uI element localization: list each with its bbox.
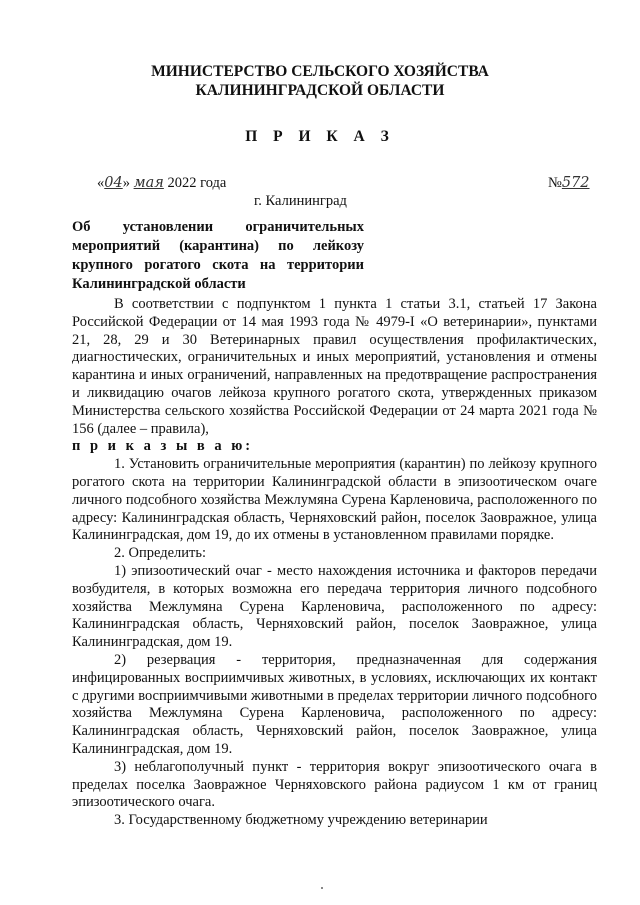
order-subject: Об установлении ограничительных мероприятий (карантина) по лейкозу крупного рогатого скота на территории Калининградской области [72,219,364,292]
date-day-handwritten: 04 [104,175,123,191]
intro-paragraph [72,296,597,438]
item-2: 2. Определить: [114,545,207,562]
item-1: 1. Установить ограничительные мероприятия (карантин) по лейкозу крупного рогатого скота на территории Калининградской области в эпизоотическом очаге личного подсобного хозяйства Межлумяна Сурена Карленовича, расположенного по адресу: Калининградская область, Черняховский район, поселок Заовражное, улица Калининградская, дом 19, до их отмены в установленном правилами порядке. [72,456,597,544]
page-mark [321,887,323,889]
ministry-name-line2: КАЛИНИНГРАДСКОЙ ОБЛАСТИ [195,82,445,99]
document-type-title: П Р И К А З [245,128,395,145]
intro-text: В соответствии с подпунктом 1 пункта 1 статьи 3.1, статьей 17 Закона Российской Федерации от 14 мая 1993 года № 4979-I «О ветеринарии», пунктами 21, 28, 29 и 30 Ветеринарных правил осуществления профилактических, диагностических, ограничительных и иных мероприятий, установления и отмены карантина и иных ограничений, направленных на предотвращение распространения и ликвидацию очагов лейкоза крупного рогатого скота, утвержденных приказом Министерства сельского хозяйства Российской Федерации от 24 марта 2021 года № 156 (далее – правила), [72,296,597,437]
date-close-quote: » [122,175,130,191]
item-2-1: 1) эпизоотический очаг - место нахождения источника и факторов передачи возбудителя, в которых возможна его передача территория личного подсобного хозяйства Межлумяна Сурена Карленовича, расположенного по адресу: Калининградская область, Черняховский район, поселок Заовражное, улица Калининградская, дом 19. [72,562,597,651]
date-year: 2022 года [167,175,227,191]
item-2-3: 3) неблагополучный пункт - территория вокруг эпизоотического очага в пределах поселка Заовражное Черняховского района радиусом 1 км от границ эпизоотического очага. [72,758,597,811]
item-3: 3. Государственному бюджетному учреждению ветеринарии [114,812,488,829]
city: г. Калининград [254,193,347,209]
number-prefix: № [548,175,562,191]
number-handwritten: 572 [561,175,590,191]
order-number [548,175,590,192]
date-open-quote: « [97,175,105,191]
order-word: п р и к а з ы в а ю: [72,438,254,455]
order-date [97,175,226,192]
ministry-name-line1: МИНИСТЕРСТВО СЕЛЬСКОГО ХОЗЯЙСТВА [151,63,489,80]
item-2-2: 2) резервация - территория, предназначенная для содержания инфицированных восприимчивых животных, в условиях, исключающих их контакт с другими восприимчивыми животными в пределах территории личного подсобного хозяйства Межлумяна Сурена Карленовича, расположенного по адресу: Калининградская область, Черняховский район, поселок Заовражное, улица Калининградская, дом 19. [72,651,597,757]
order-word-paragraph [72,438,597,456]
order-body [72,296,597,830]
date-month-handwritten: мая [133,175,164,191]
